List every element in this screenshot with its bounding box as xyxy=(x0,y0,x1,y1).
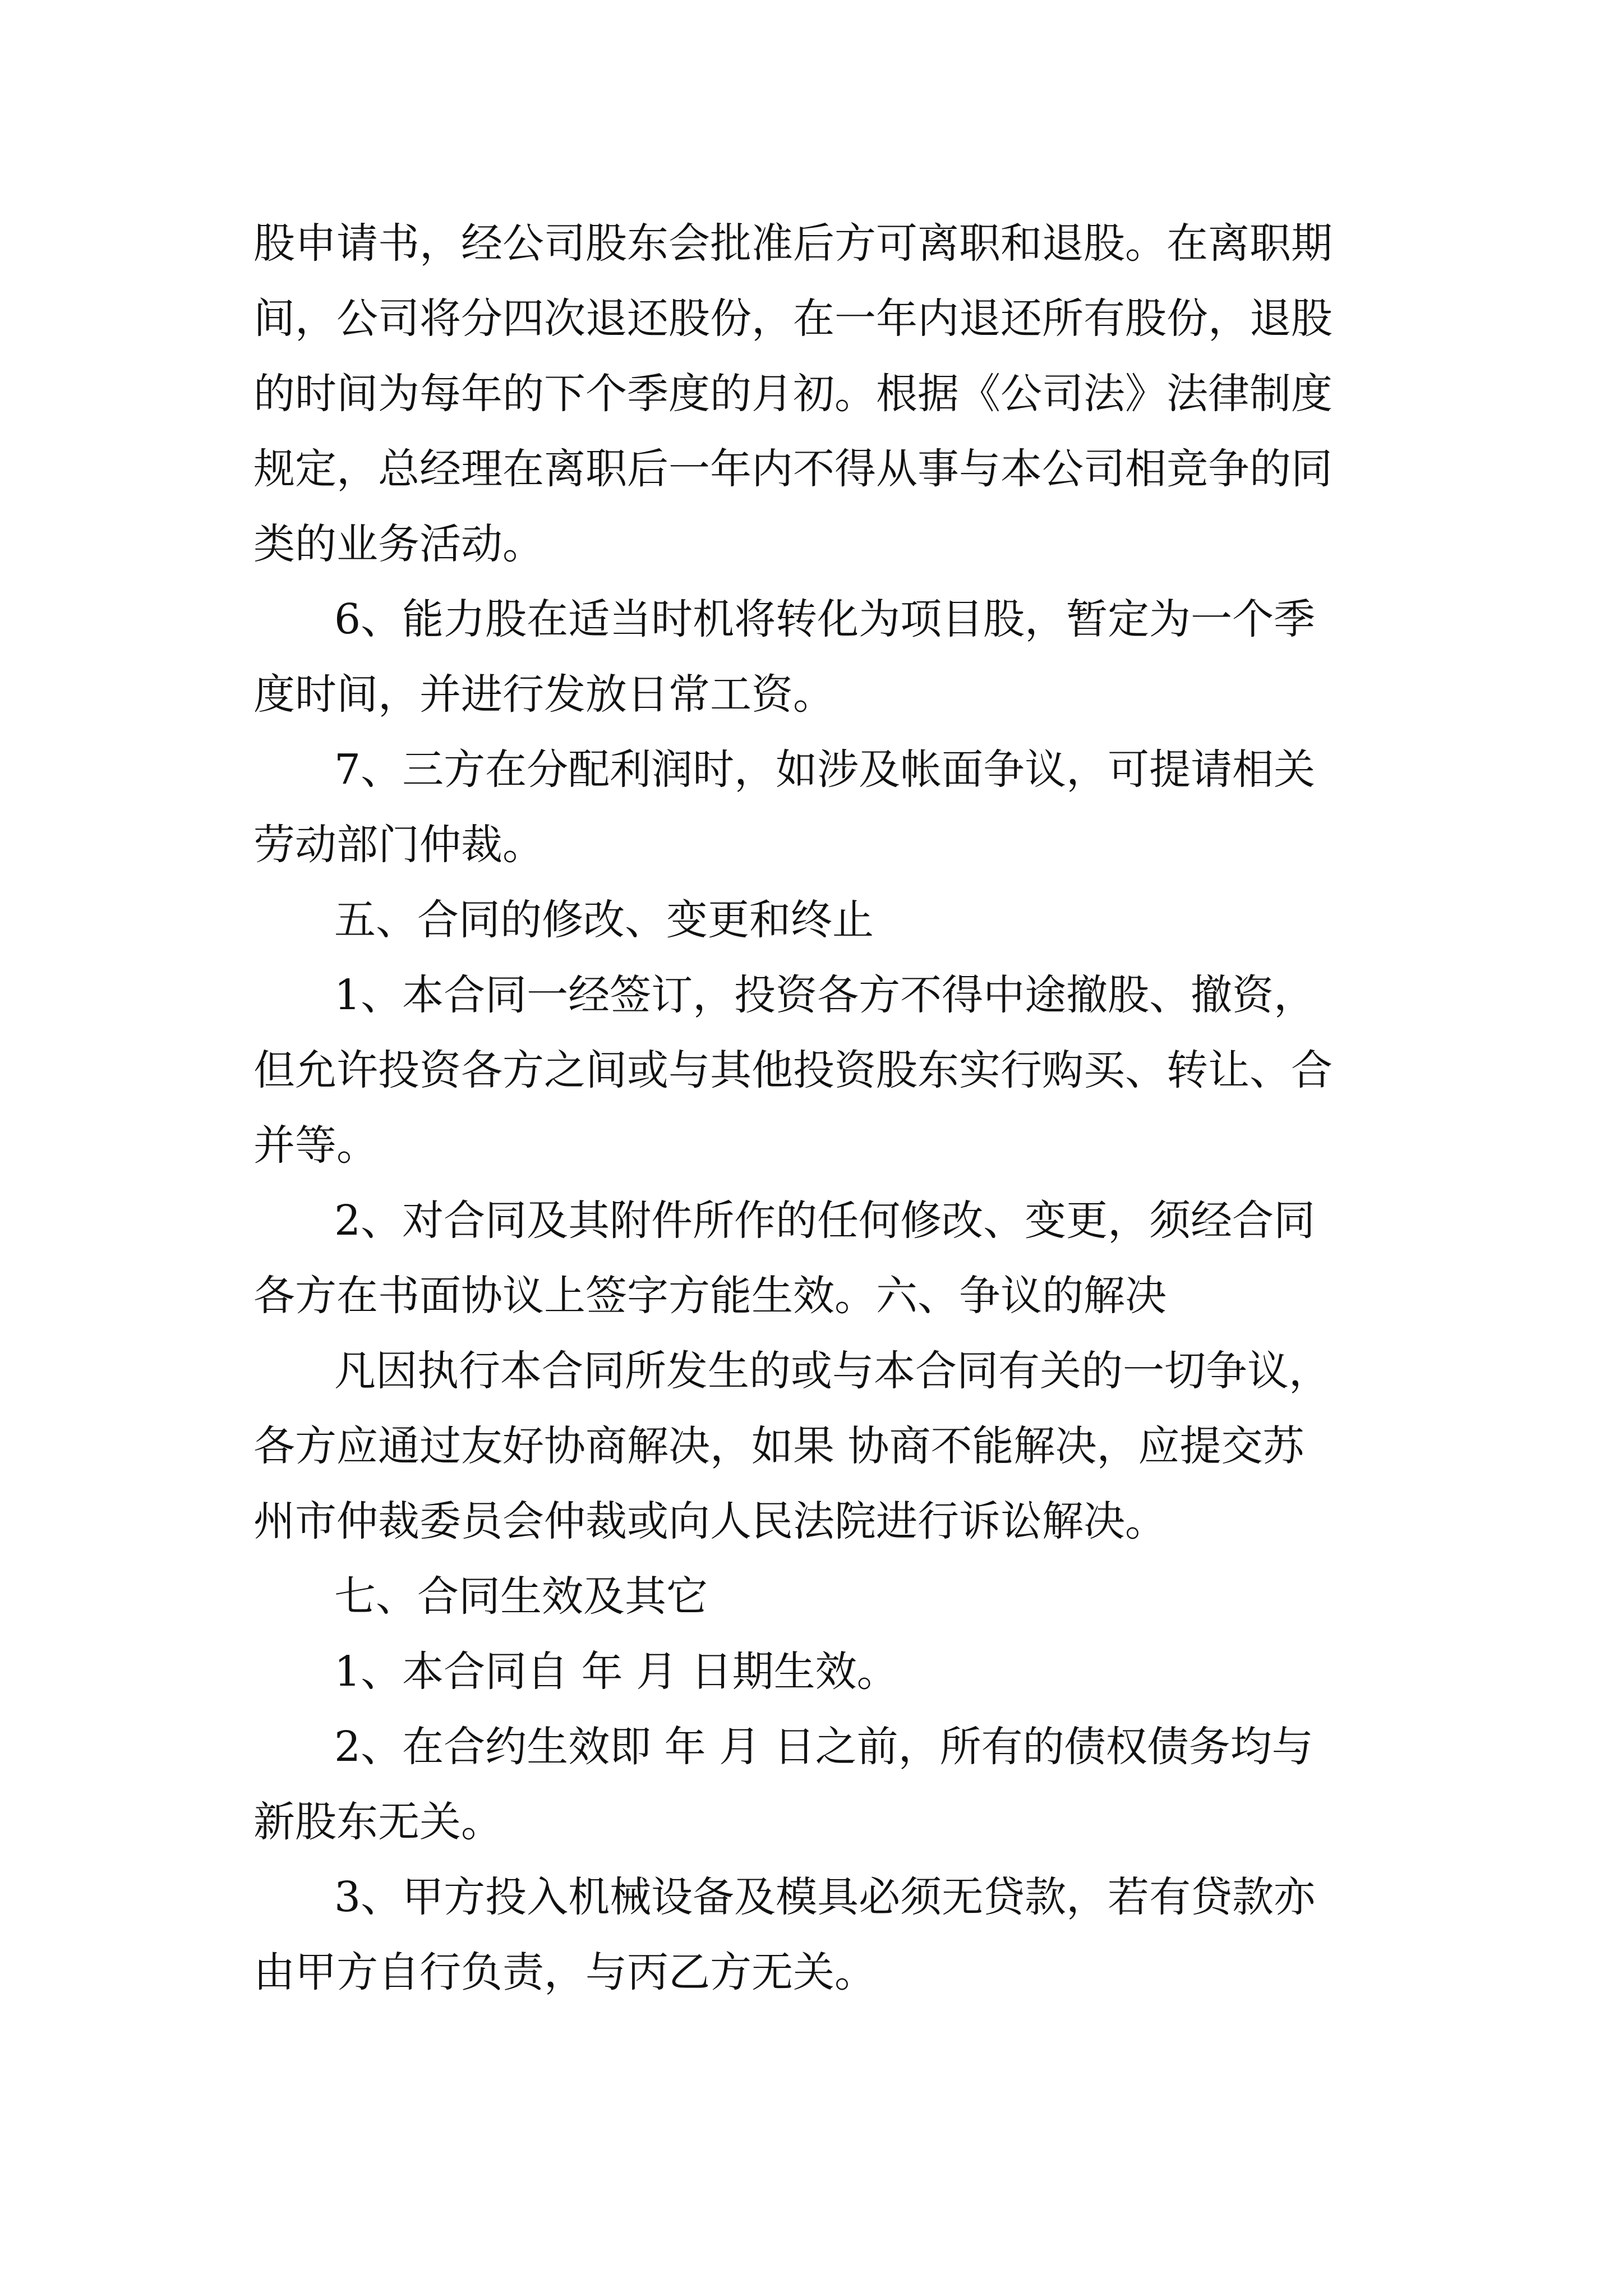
text-line: 7、三方在分配利润时，如涉及帐面争议，可提请相关 xyxy=(334,746,1316,794)
text-line: 2、在合约生效即 年 月 日之前，所有的债权债务均与 xyxy=(334,1723,1313,1771)
section-heading: 五、合同的修改、变更和终止 xyxy=(334,896,874,944)
text-line: 新股东无关。 xyxy=(253,1798,502,1846)
text-line: 各方在书面协议上签字方能生效。六、争议的解决 xyxy=(253,1272,1166,1320)
text-line: 规定，总经理在离职后一年内不得从事与本公司相竞争的同 xyxy=(253,445,1332,493)
text-line: 3、甲方投入机械设备及模具必须无贷款，若有贷款亦 xyxy=(334,1873,1316,1921)
text-line: 的时间为每年的下个季度的月初。根据《公司法》法律制度 xyxy=(253,370,1332,418)
section-heading: 七、合同生效及其它 xyxy=(334,1572,708,1621)
text-line: 间，公司将分四次退还股份，在一年内退还所有股份，退股 xyxy=(253,295,1332,343)
text-line: 股申请书，经公司股东会批准后方可离职和退股。在离职期 xyxy=(253,219,1332,268)
text-line: 1、本合同一经签订，投资各方不得中途撤股、撤资， xyxy=(334,971,1316,1019)
text-line: 州市仲裁委员会仲裁或向人民法院进行诉讼解决。 xyxy=(253,1497,1166,1545)
text-line: 度时间，并进行发放日常工资。 xyxy=(253,670,834,719)
text-line: 2、对合同及其附件所作的任何修改、变更，须经合同 xyxy=(334,1197,1316,1245)
text-line: 类的业务活动。 xyxy=(253,520,544,568)
text-line: 各方应通过友好协商解决，如果 协商不能解决，应提交苏 xyxy=(253,1422,1304,1470)
text-line: 1、本合同自 年 月 日期生效。 xyxy=(334,1648,898,1696)
text-line: 并等。 xyxy=(253,1121,378,1170)
text-line: 凡因执行本合同所发生的或与本合同有关的一切争议， xyxy=(334,1347,1330,1395)
text-line: 但允许投资各方之间或与其他投资股东实行购买、转让、合 xyxy=(253,1046,1332,1094)
text-line: 6、能力股在适当时机将转化为项目股，暂定为一个季 xyxy=(334,595,1316,643)
text-line: 由甲方自行负责，与丙乙方无关。 xyxy=(253,1948,876,1996)
text-line: 劳动部门仲裁。 xyxy=(253,821,544,869)
